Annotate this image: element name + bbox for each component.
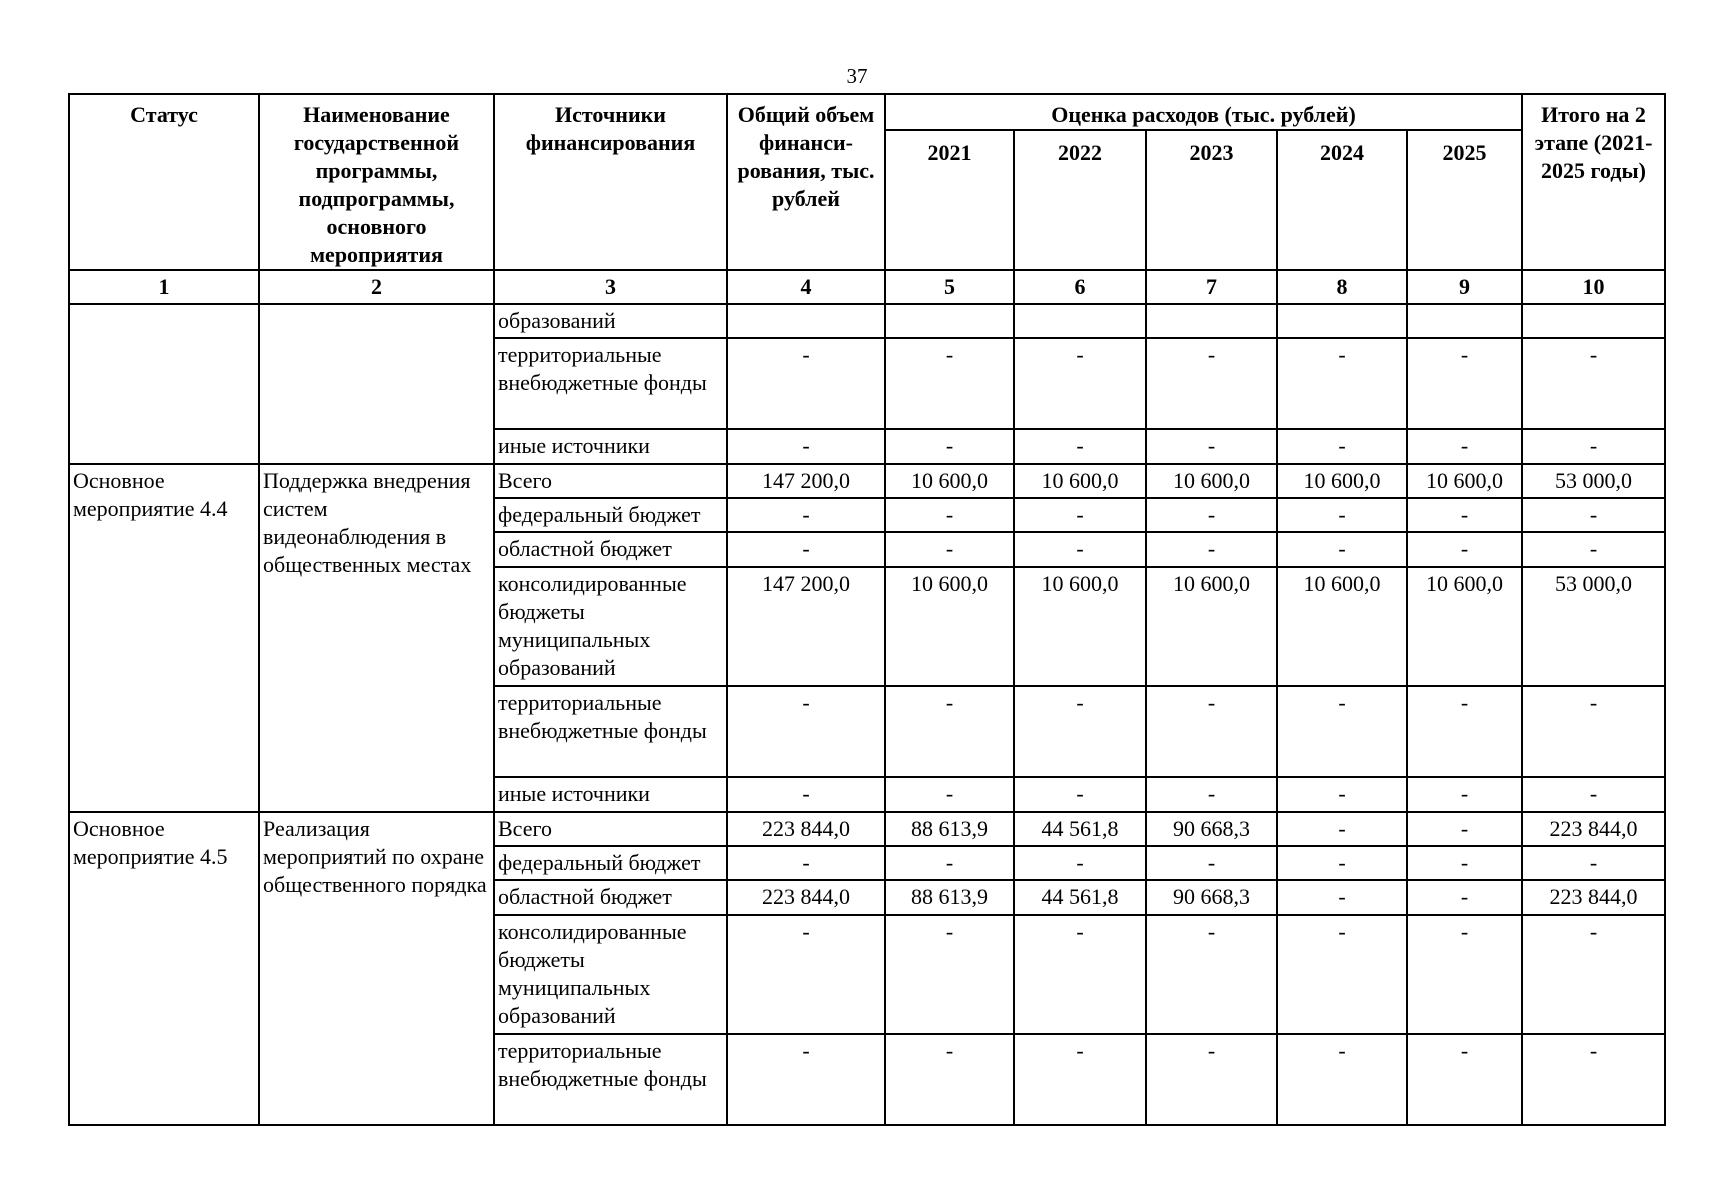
value-cell: - xyxy=(885,498,1014,532)
source-cell: федеральный бюджет xyxy=(494,498,727,532)
value-cell: - xyxy=(1014,498,1146,532)
value-cell: - xyxy=(1407,498,1522,532)
name-cell: Реализация мероприятий по охране общественного порядка xyxy=(259,812,494,1125)
value-cell: - xyxy=(1277,498,1407,532)
table-row xyxy=(69,304,1665,338)
column-number: 7 xyxy=(1146,270,1277,304)
value-cell: - xyxy=(885,338,1014,429)
value-cell: 223 844,0 xyxy=(727,880,885,914)
value-cell: 147 200,0 xyxy=(727,464,885,498)
column-number: 2 xyxy=(259,270,494,304)
value-cell: - xyxy=(1146,338,1277,429)
value-cell: - xyxy=(1407,846,1522,880)
source-cell: образований xyxy=(494,304,727,338)
source-cell: Всего xyxy=(494,812,727,846)
value-cell: - xyxy=(1407,338,1522,429)
source-cell: территориальные внебюджетные фонды xyxy=(494,1034,727,1125)
value-cell: - xyxy=(885,846,1014,880)
value-cell: - xyxy=(727,498,885,532)
value-cell: 10 600,0 xyxy=(1146,567,1277,686)
value-cell: - xyxy=(885,915,1014,1034)
value-cell: - xyxy=(1014,686,1146,777)
value-cell: 223 844,0 xyxy=(727,812,885,846)
value-cell: 147 200,0 xyxy=(727,567,885,686)
name-cell xyxy=(259,304,494,464)
value-cell: - xyxy=(1522,338,1665,429)
value-cell: - xyxy=(1146,532,1277,566)
value-cell: 44 561,8 xyxy=(1014,812,1146,846)
value-cell: - xyxy=(1146,429,1277,463)
value-cell: - xyxy=(885,686,1014,777)
value-cell: - xyxy=(1014,846,1146,880)
source-cell: Всего xyxy=(494,464,727,498)
value-cell: - xyxy=(885,429,1014,463)
value-cell: - xyxy=(1522,777,1665,811)
value-cell: 53 000,0 xyxy=(1522,567,1665,686)
budget-table xyxy=(68,93,1666,1126)
value-cell: 10 600,0 xyxy=(1277,464,1407,498)
value-cell: - xyxy=(885,1034,1014,1125)
value-cell: - xyxy=(1522,429,1665,463)
source-cell: территориальные внебюджетные фонды xyxy=(494,686,727,777)
source-cell: консолидированные бюджеты муниципальных образований xyxy=(494,915,727,1034)
value-cell: - xyxy=(1522,915,1665,1034)
value-cell xyxy=(885,304,1014,338)
value-cell: - xyxy=(727,915,885,1034)
value-cell: - xyxy=(1146,498,1277,532)
header-year: 2024 xyxy=(1277,130,1407,270)
header-total: Общий объем финанси- рования, тыс. рублей xyxy=(727,94,885,270)
header-year: 2022 xyxy=(1014,130,1146,270)
column-number: 1 xyxy=(69,270,259,304)
value-cell xyxy=(1522,304,1665,338)
status-cell xyxy=(69,304,259,464)
value-cell: - xyxy=(1407,812,1522,846)
value-cell: - xyxy=(727,532,885,566)
value-cell: - xyxy=(1522,686,1665,777)
source-cell: областной бюджет xyxy=(494,532,727,566)
value-cell: 10 600,0 xyxy=(1407,567,1522,686)
value-cell: - xyxy=(1146,777,1277,811)
value-cell: - xyxy=(1407,880,1522,914)
value-cell: 10 600,0 xyxy=(885,464,1014,498)
value-cell: 223 844,0 xyxy=(1522,880,1665,914)
value-cell: 10 600,0 xyxy=(1146,464,1277,498)
value-cell: - xyxy=(1277,777,1407,811)
column-number: 9 xyxy=(1407,270,1522,304)
table-row xyxy=(69,812,1665,846)
value-cell: - xyxy=(1407,777,1522,811)
value-cell: 44 561,8 xyxy=(1014,880,1146,914)
column-number: 6 xyxy=(1014,270,1146,304)
value-cell xyxy=(1277,304,1407,338)
value-cell xyxy=(1146,304,1277,338)
value-cell: - xyxy=(1014,777,1146,811)
value-cell: - xyxy=(1277,812,1407,846)
value-cell: - xyxy=(727,686,885,777)
value-cell: - xyxy=(1277,686,1407,777)
header-name: Наименование государственной программы, подпрограммы, основного мероприятия xyxy=(259,94,494,270)
value-cell: - xyxy=(727,846,885,880)
source-cell: территориальные внебюджетные фонды xyxy=(494,338,727,429)
value-cell: 10 600,0 xyxy=(1407,464,1522,498)
value-cell: - xyxy=(1277,532,1407,566)
value-cell: - xyxy=(1277,338,1407,429)
value-cell: 90 668,3 xyxy=(1146,812,1277,846)
value-cell: - xyxy=(1522,532,1665,566)
value-cell: - xyxy=(1522,846,1665,880)
value-cell: - xyxy=(1407,686,1522,777)
value-cell: 10 600,0 xyxy=(1014,464,1146,498)
value-cell: 10 600,0 xyxy=(1277,567,1407,686)
column-number: 5 xyxy=(885,270,1014,304)
value-cell: - xyxy=(727,338,885,429)
value-cell: - xyxy=(1407,915,1522,1034)
value-cell: - xyxy=(1146,686,1277,777)
column-number: 8 xyxy=(1277,270,1407,304)
value-cell: - xyxy=(885,532,1014,566)
value-cell: - xyxy=(1407,429,1522,463)
value-cell: 10 600,0 xyxy=(1014,567,1146,686)
value-cell: - xyxy=(1277,915,1407,1034)
header-year: 2021 xyxy=(885,130,1014,270)
value-cell: - xyxy=(1407,532,1522,566)
value-cell: - xyxy=(1014,429,1146,463)
value-cell: - xyxy=(1277,880,1407,914)
value-cell: 88 613,9 xyxy=(885,880,1014,914)
value-cell: 53 000,0 xyxy=(1522,464,1665,498)
column-number: 4 xyxy=(727,270,885,304)
table-row xyxy=(69,464,1665,498)
source-cell: иные источники xyxy=(494,429,727,463)
value-cell: - xyxy=(1407,1034,1522,1125)
source-cell: областной бюджет xyxy=(494,880,727,914)
value-cell: 223 844,0 xyxy=(1522,812,1665,846)
value-cell: - xyxy=(1146,846,1277,880)
header-sources: Источники финансирования xyxy=(494,94,727,270)
value-cell: - xyxy=(727,429,885,463)
source-cell: иные источники xyxy=(494,777,727,811)
value-cell xyxy=(1014,304,1146,338)
value-cell: - xyxy=(1014,532,1146,566)
value-cell: - xyxy=(1146,915,1277,1034)
column-number: 3 xyxy=(494,270,727,304)
value-cell: 90 668,3 xyxy=(1146,880,1277,914)
header-year: 2023 xyxy=(1146,130,1277,270)
value-cell: - xyxy=(727,777,885,811)
status-cell: Основное мероприятие 4.4 xyxy=(69,464,259,812)
value-cell xyxy=(1407,304,1522,338)
value-cell: 10 600,0 xyxy=(885,567,1014,686)
value-cell: - xyxy=(1014,1034,1146,1125)
source-cell: консолидированные бюджеты муниципальных образований xyxy=(494,567,727,686)
header-status: Статус xyxy=(69,94,259,270)
source-cell: федеральный бюджет xyxy=(494,846,727,880)
value-cell xyxy=(727,304,885,338)
name-cell: Поддержка внедрения систем видеонаблюдения в общественных местах xyxy=(259,464,494,812)
value-cell: - xyxy=(1277,429,1407,463)
value-cell: - xyxy=(1522,498,1665,532)
value-cell: - xyxy=(1146,1034,1277,1125)
page-number: 37 xyxy=(846,64,868,88)
value-cell: - xyxy=(1014,338,1146,429)
header-estimate: Оценка расходов (тыс. рублей) xyxy=(885,94,1522,130)
value-cell: 88 613,9 xyxy=(885,812,1014,846)
header-year: 2025 xyxy=(1407,130,1522,270)
value-cell: - xyxy=(885,777,1014,811)
column-number: 10 xyxy=(1522,270,1665,304)
value-cell: - xyxy=(1277,846,1407,880)
value-cell: - xyxy=(1522,1034,1665,1125)
value-cell: - xyxy=(727,1034,885,1125)
value-cell: - xyxy=(1014,915,1146,1034)
header-stage-total: Итого на 2 этапе (2021-2025 годы) xyxy=(1522,94,1665,270)
value-cell: - xyxy=(1277,1034,1407,1125)
status-cell: Основное мероприятие 4.5 xyxy=(69,812,259,1125)
